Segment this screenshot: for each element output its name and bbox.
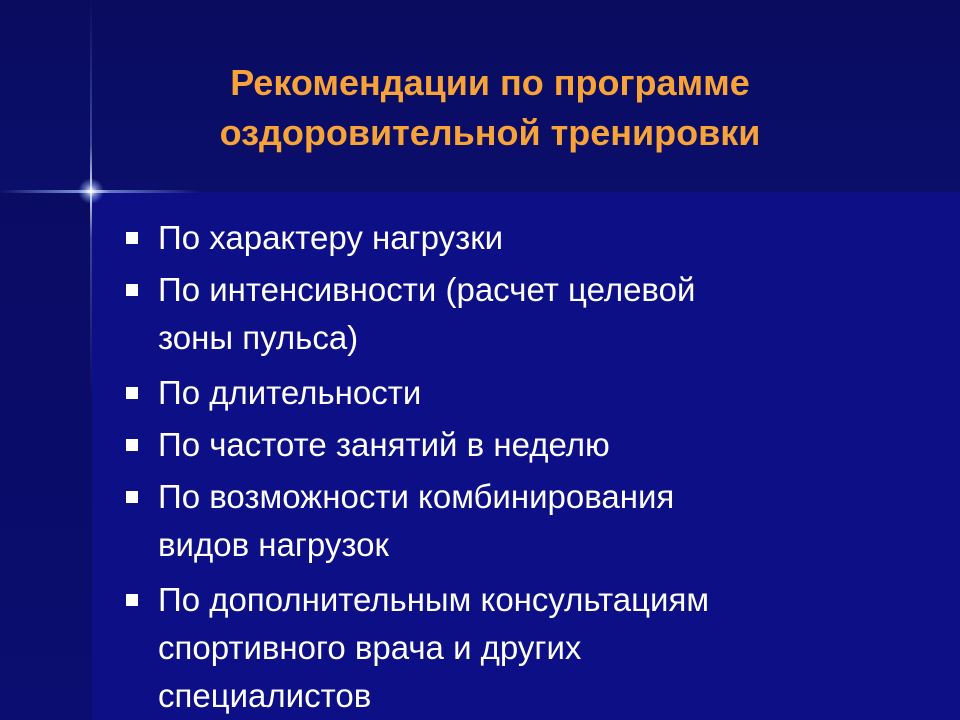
bullet-text: По длительности — [158, 374, 422, 411]
slide-title-line-1: Рекомендации по программе — [230, 62, 750, 103]
bullet-text: По характеру нагрузки — [158, 219, 504, 256]
bullet-item — [124, 214, 914, 262]
square-bullet-icon — [126, 594, 138, 606]
bullet-item — [124, 473, 914, 569]
bullet-text-continuation: видов нагрузок — [158, 526, 389, 563]
bullet-list — [124, 214, 914, 720]
bullet-item — [124, 266, 914, 362]
bullet-text-continuation: зоны пульса) — [158, 319, 359, 356]
square-bullet-icon — [126, 439, 138, 451]
square-bullet-icon — [126, 232, 138, 244]
square-bullet-icon — [126, 387, 138, 399]
bullet-item — [124, 369, 914, 417]
bullet-text: По дополнительным консультациям — [158, 581, 710, 618]
sparkle-star-icon — [78, 178, 104, 204]
bullet-text-continuation: специалистов — [158, 677, 372, 714]
bullet-text: По частоте занятий в неделю — [158, 426, 610, 463]
bullet-text: По возможности комбинирования — [158, 478, 675, 515]
bullet-text-continuation: спортивного врача и других — [158, 629, 582, 666]
bullet-item — [124, 576, 914, 720]
slide-title-line-2: оздоровительной тренировки — [219, 112, 761, 153]
square-bullet-icon — [126, 491, 138, 503]
square-bullet-icon — [126, 284, 138, 296]
slide-title — [60, 58, 920, 158]
left-band — [0, 192, 92, 720]
bullet-text: По интенсивности (расчет целевой — [158, 271, 696, 308]
bullet-item — [124, 421, 914, 469]
